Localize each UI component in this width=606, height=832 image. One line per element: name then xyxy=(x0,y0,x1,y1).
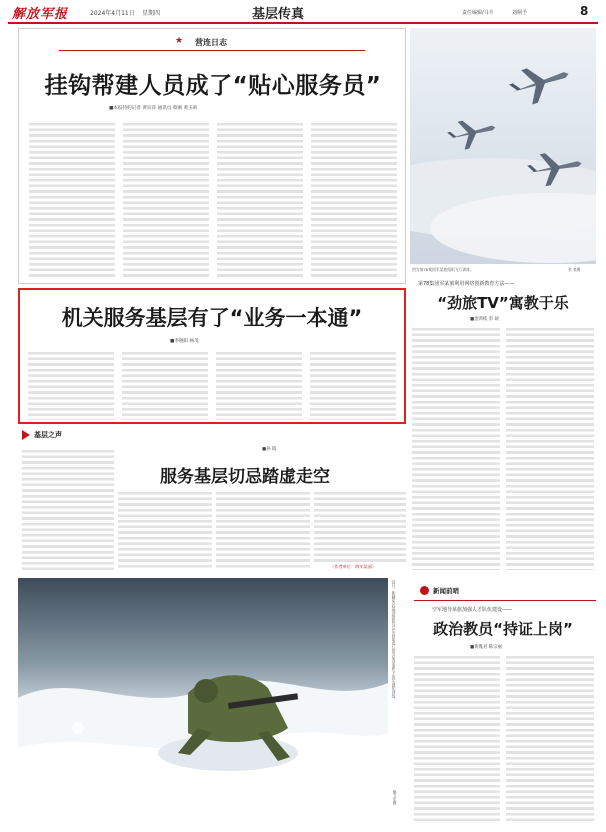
article4-title: 服务基层切忌踏虚走空 xyxy=(160,467,330,487)
snow-illustration xyxy=(18,578,388,824)
snow-photo-caption-text: 近日，新疆军区某部组织官兵在高原进行冰雪复杂条件下的实战化训练。 xyxy=(392,580,397,702)
tag-label: 营连日志 xyxy=(195,37,227,47)
article5-body-col2 xyxy=(506,654,594,824)
column2-tag-bar xyxy=(18,428,78,442)
designer-credit: 刘栩予 xyxy=(512,10,528,16)
article3-body-col1 xyxy=(412,326,500,570)
column2-tag: 基层之声 xyxy=(34,431,62,439)
article4-body-col2 xyxy=(118,490,212,570)
article1-body-col4 xyxy=(311,121,397,279)
article3-kicker: 第78集团军某旅利用网络创新教育方法—— xyxy=(418,281,515,287)
tag-rule xyxy=(59,50,365,51)
article2-byline: ■李晓阳 杨茂 xyxy=(170,339,199,344)
column1-tag xyxy=(169,35,253,49)
article2-body xyxy=(28,350,398,420)
snow-photo-side-caption xyxy=(392,580,402,780)
article1-title: 挂钩帮建人员成了“贴心服务员” xyxy=(44,73,382,99)
article5-byline: ■黄胤君 陈宗丽 xyxy=(470,645,502,650)
section-title: 基层传真 xyxy=(252,7,305,22)
jet-photo xyxy=(410,28,596,264)
jet-photo-credit: 张 豪摄 xyxy=(568,267,581,272)
newspaper-logo: 解放军报 xyxy=(12,7,69,22)
tag-star-icon: ★ xyxy=(175,36,184,46)
article4-source: （作者单位：海军某部） xyxy=(330,564,377,569)
article3-block xyxy=(410,278,596,576)
jet-illustration xyxy=(410,28,596,264)
page-number: 8 xyxy=(580,4,589,18)
article4-byline: ■孙 钺 xyxy=(262,447,277,452)
article1-body-col1 xyxy=(29,121,115,279)
article1-body-col2 xyxy=(123,121,209,279)
article4-body-col1 xyxy=(22,448,114,570)
article5-title: 政治教员“持证上岗” xyxy=(433,620,573,638)
article3-byline: ■金鸿岐 彭 硕 xyxy=(470,317,499,322)
article3-body-col2 xyxy=(506,326,594,570)
article5-body-col1 xyxy=(414,654,500,824)
article2-body-col2 xyxy=(122,350,208,420)
masthead xyxy=(0,0,606,22)
article3-title: “劲旅TV”寓教于乐 xyxy=(437,294,569,312)
article2-body-col1 xyxy=(28,350,114,420)
article1-byline: ■本报特约记者 黄钰萍 通讯员 蔡刚 黄玉莉 xyxy=(109,106,198,111)
article1-body xyxy=(29,121,399,279)
article4-body-col4 xyxy=(314,490,406,562)
snow-photo-credit xyxy=(393,790,401,805)
column3-tag: 新闻前哨 xyxy=(433,587,459,595)
snow-photo-credit-text: 熊卫军摄 xyxy=(393,790,398,806)
tag-circle-icon xyxy=(420,586,429,595)
tag-triangle-icon xyxy=(22,430,30,440)
article1-body-col3 xyxy=(217,121,303,279)
article5-kicker: 空军地导某旅加强人才队伍建设—— xyxy=(432,607,513,613)
issue-weekday: 星期四 xyxy=(142,10,161,17)
article1-box xyxy=(18,28,406,284)
editor-credit: 责任编辑/马升 xyxy=(462,10,494,16)
issue-date: 2024年4月11日 xyxy=(90,10,135,17)
masthead-rule xyxy=(8,22,598,24)
article2-title: 机关服务基层有了“业务一本通” xyxy=(61,306,363,330)
column3-tag-bar xyxy=(416,584,496,598)
jet-photo-caption: 图为第78集团军某旅组织飞行训练。 xyxy=(412,267,474,272)
article2-body-col4 xyxy=(310,350,396,420)
article4-body-col3 xyxy=(216,490,310,570)
snow-photo xyxy=(18,578,388,824)
column3-rule xyxy=(414,600,596,601)
article2-box xyxy=(18,288,406,424)
article2-body-col3 xyxy=(216,350,302,420)
